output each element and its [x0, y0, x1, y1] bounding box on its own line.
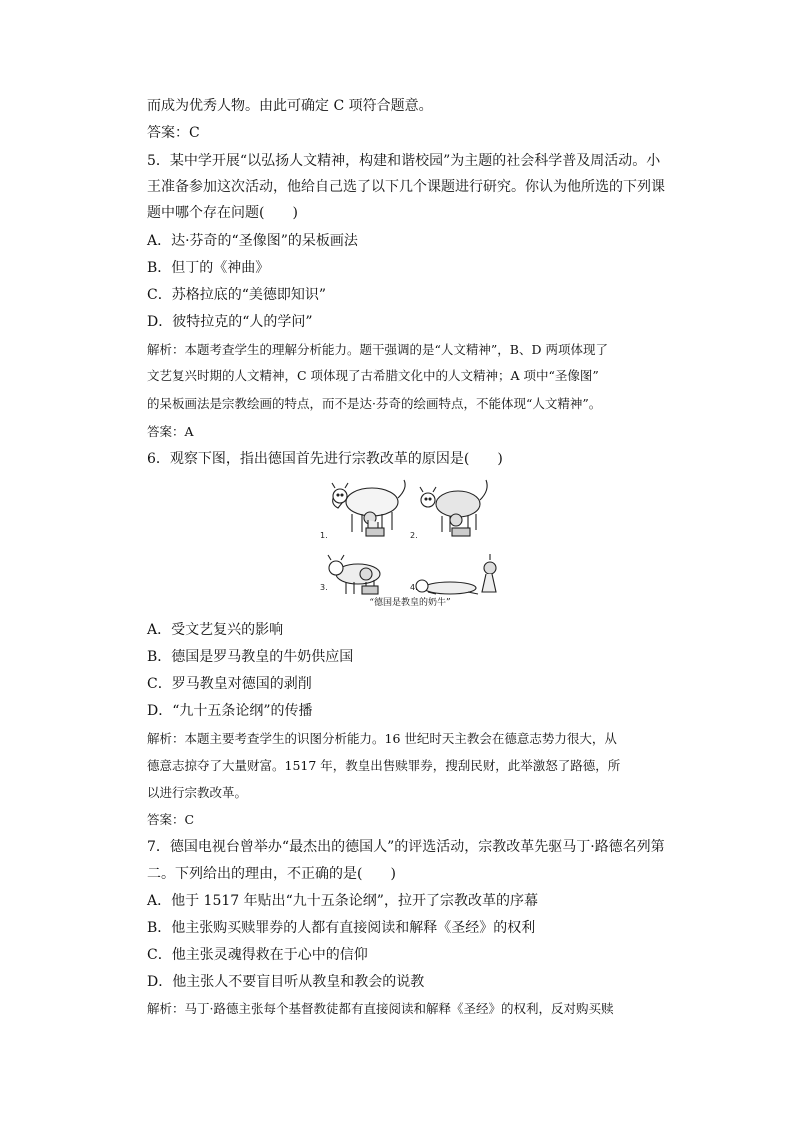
analysis-line: 的呆板画法是宗教绘画的特点，而不是达·芬奇的绘画特点，不能体现“人文精神”。: [147, 396, 602, 411]
option-d: D．“九十五条论纲”的传播: [147, 703, 313, 719]
option-c: C．罗马教皇对德国的剥削: [147, 676, 312, 692]
option-b: B．他主张购买赎罪券的人都有直接阅读和解释《圣经》的权利: [147, 920, 536, 936]
option-d: D．他主张人不要盲目听从教皇和教会的说教: [147, 974, 425, 990]
panel-label-4: 4.: [410, 583, 418, 592]
question-7-stem: 二。下列给出的理由，不正确的是( ): [147, 866, 396, 882]
option-a: A．达·芬奇的“圣像图”的呆板画法: [147, 233, 358, 249]
text-line: 而成为优秀人物。由此可确定 C 项符合题意。: [147, 98, 433, 114]
question-7-stem: 7．德国电视台曾举办“最杰出的德国人”的评选活动，宗教改革先驱马丁·路德名列第: [147, 839, 665, 855]
option-b: B．但丁的《神曲》: [147, 260, 270, 276]
question-5-stem: 王准备参加这次活动，他给自己选了以下几个课题进行研究。你认为他所选的下列课: [147, 179, 665, 195]
cow-panel-1: [332, 480, 405, 536]
panel-label-1: 1.: [320, 531, 328, 540]
cow-panel-3: [328, 555, 380, 594]
analysis-line: 解析：本题考查学生的理解分析能力。题干强调的是“人文精神”，B、D 两项体现了: [147, 342, 608, 357]
option-c: C．苏格拉底的“美德即知识”: [147, 287, 327, 303]
question-5-stem: 5．某中学开展“以弘扬人文精神，构建和谐校园”为主题的社会科学普及周活动。小: [147, 153, 661, 169]
question-6-stem: 6．观察下图，指出德国首先进行宗教改革的原因是( ): [147, 451, 503, 467]
panel-label-2: 2.: [410, 531, 418, 540]
figure-caption: “德国是教皇的奶牛”: [369, 598, 451, 608]
analysis-line: 以进行宗教改革。: [147, 785, 248, 800]
analysis-line: 文艺复兴时期的人文精神，C 项体现了古希腊文化中的人文精神；A 项中“圣像图”: [147, 368, 599, 383]
analysis-line: 解析：本题主要考查学生的识图分析能力。16 世纪时天主教会在德意志势力很大，从: [147, 731, 617, 746]
cow-panel-4: [416, 554, 496, 594]
cow-panel-2: [420, 480, 487, 536]
cartoon-figure: [318, 476, 502, 610]
option-a: A．受文艺复兴的影响: [147, 622, 284, 638]
answer-line: 答案：C: [147, 125, 200, 141]
question-5-stem: 题中哪个存在问题( ): [147, 205, 298, 221]
answer-line: 答案：A: [147, 424, 194, 439]
analysis-line: 解析：马丁·路德主张每个基督教徒都有直接阅读和解释《圣经》的权利，反对购买赎: [147, 1001, 614, 1016]
option-d: D．彼特拉克的“人的学问”: [147, 314, 313, 330]
answer-line: 答案：C: [147, 812, 195, 827]
option-a: A．他于 1517 年贴出“九十五条论纲”，拉开了宗教改革的序幕: [147, 893, 538, 909]
analysis-line: 德意志掠夺了大量财富。1517 年，教皇出售赎罪券，搜刮民财，此举激怒了路德，所: [147, 758, 621, 773]
panel-label-3: 3.: [320, 583, 328, 592]
option-c: C．他主张灵魂得救在于心中的信仰: [147, 947, 368, 963]
option-b: B．德国是罗马教皇的牛奶供应国: [147, 649, 354, 665]
